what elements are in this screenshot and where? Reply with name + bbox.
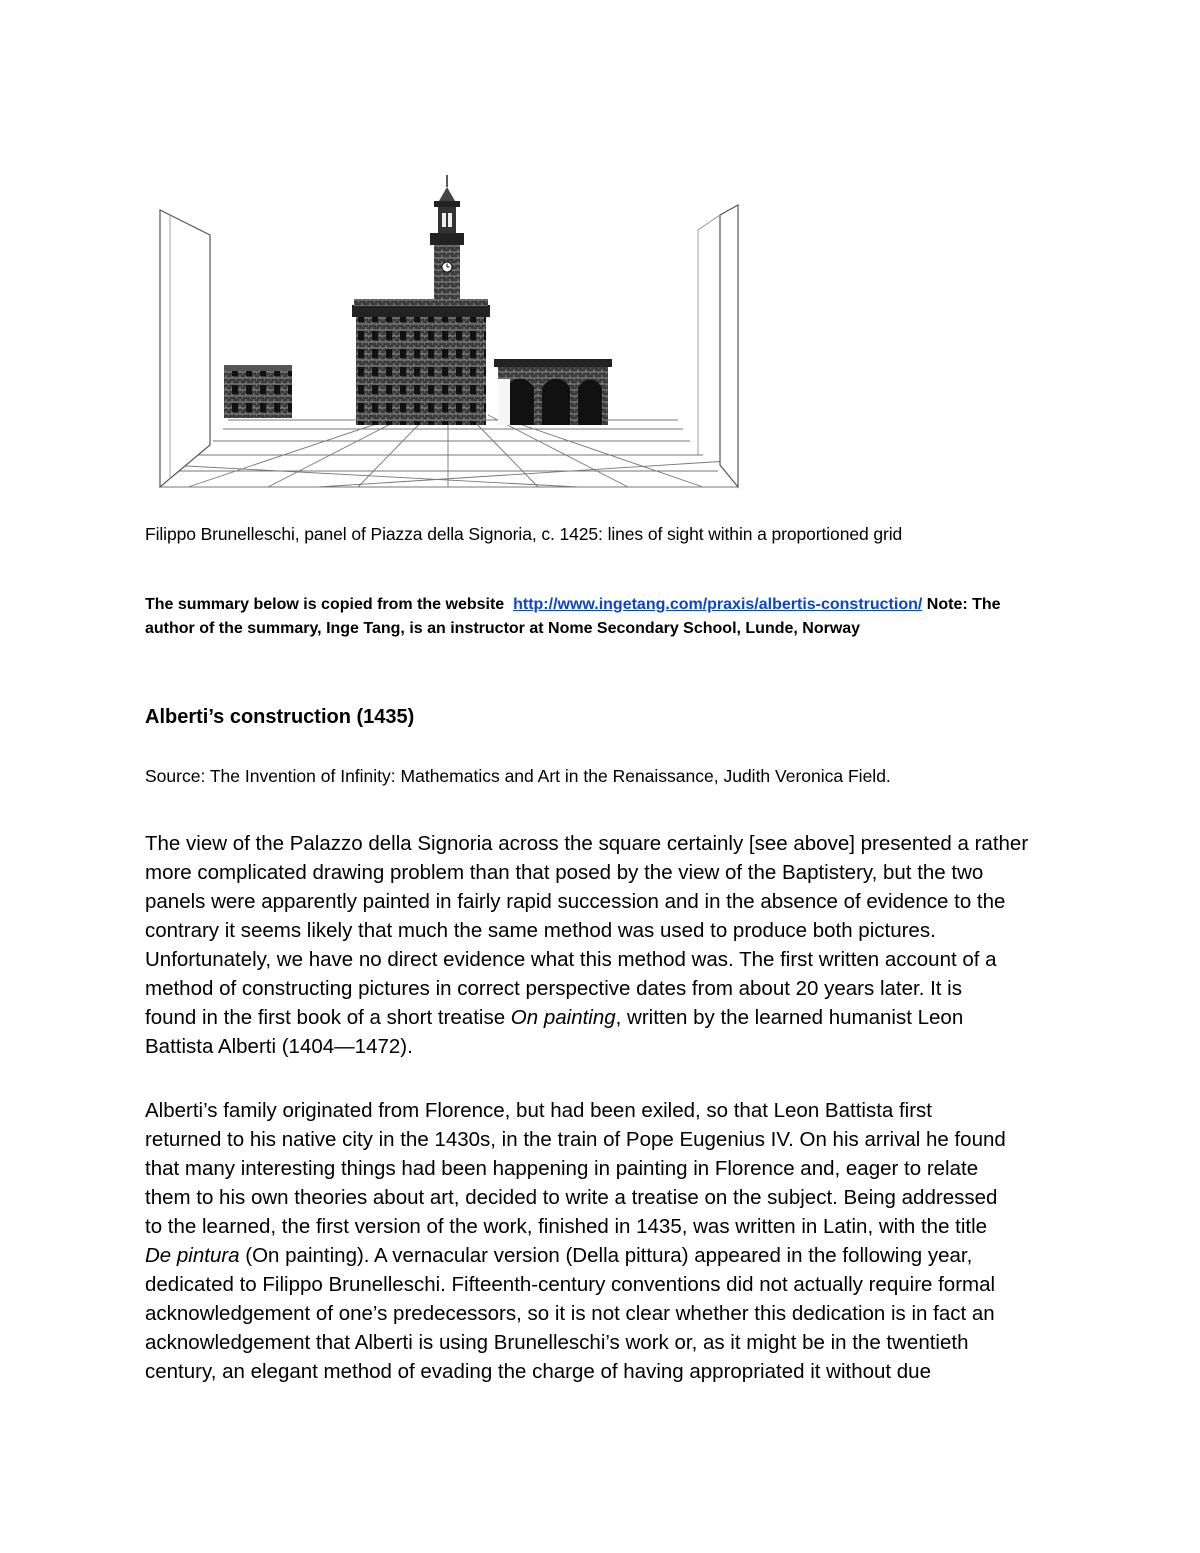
right-wall: [720, 205, 738, 487]
paragraph-line: dedicated to Filippo Brunelleschi. Fifteenth-century conventions did not actually require formal: [145, 1273, 996, 1296]
book-title-italic: On painting: [510, 1006, 616, 1029]
source-citation: Source: The Invention of Infinity: Mathematics and Art in the Renaissance, Judith Veronica Field.: [145, 766, 891, 786]
paragraph-2: [145, 1096, 1065, 1386]
paragraph-line: that many interesting things had been happening in painting in Florence and, eager to relate: [145, 1157, 979, 1180]
paragraph-line: acknowledgement of one’s predecessors, so it is not clear whether this dedication is in fact an: [145, 1302, 995, 1325]
note-prefix: The summary below is copied from the website: [145, 596, 505, 613]
source-note: [145, 593, 1075, 641]
paragraph-line: [145, 1003, 1065, 1032]
paragraph-line: Battista Alberti (1404—1472).: [145, 1035, 413, 1058]
line-text: (On painting). A vernacular version (Della pittura) appeared in the following year,: [239, 1244, 973, 1267]
section-heading: Alberti’s construction (1435): [145, 706, 415, 728]
source-link[interactable]: http://www.ingetang.com/praxis/albertis-construction/: [513, 596, 923, 613]
note-line2: author of the summary, Inge Tang, is an instructor at Nome Secondary School, Lunde, Norway: [145, 620, 861, 637]
figure-caption: Filippo Brunelleschi, panel of Piazza della Signoria, c. 1425: lines of sight within a proportioned grid: [145, 524, 903, 544]
paragraph-line: Alberti’s family originated from Florence, but had been exiled, so that Leon Battista first: [145, 1099, 933, 1122]
paragraph-line: The view of the Palazzo della Signoria across the square certainly [see above] presented a rather: [145, 832, 1029, 855]
note-line1-end: The: [972, 596, 1001, 613]
paragraph-line: method of constructing pictures in correct perspective dates from about 20 years later. It is: [145, 977, 962, 1000]
paragraph-line: to the learned, the first version of the work, finished in 1435, was written in Latin, with the title: [145, 1215, 988, 1238]
palazzo-vecchio: [356, 315, 486, 425]
perspective-grid: [160, 415, 738, 487]
paragraph-line: acknowledgement that Alberti is using Brunelleschi’s work or, as it might be in the twentieth: [145, 1331, 969, 1354]
paragraph-line: [145, 1241, 1065, 1270]
paragraph-line: panels were apparently painted in fairly rapid succession and in the absence of evidence to the: [145, 890, 1006, 913]
clock-icon: [442, 262, 452, 272]
paragraph-line: them to his own theories about art, decided to write a treatise on the subject. Being addressed: [145, 1186, 998, 1209]
line-text: , written by the learned humanist Leon: [615, 1006, 964, 1029]
paragraph-line: more complicated drawing problem than that posed by the view of the Baptistery, but the two: [145, 861, 984, 884]
paragraph-line: Unfortunately, we have no direct evidence what this method was. The first written account of a: [145, 948, 997, 971]
left-wall: [160, 210, 210, 487]
paragraph-line: returned to his native city in the 1430s, in the train of Pope Eugenius IV. On his arrival he found: [145, 1128, 1006, 1151]
left-building: [224, 370, 292, 418]
note-label: Note:: [926, 596, 968, 613]
line-text: found in the first book of a short treatise: [145, 1006, 506, 1029]
paragraph-line: century, an elegant method of evading the charge of having appropriated it without due: [145, 1360, 931, 1383]
paragraph-1: [145, 829, 1065, 1061]
piazza-perspective-drawing: [158, 165, 740, 495]
palazzo-tower: [434, 243, 460, 305]
paragraph-line: contrary it seems likely that much the same method was used to produce both pictures.: [145, 919, 936, 942]
book-title-italic: De pintura: [145, 1244, 240, 1267]
